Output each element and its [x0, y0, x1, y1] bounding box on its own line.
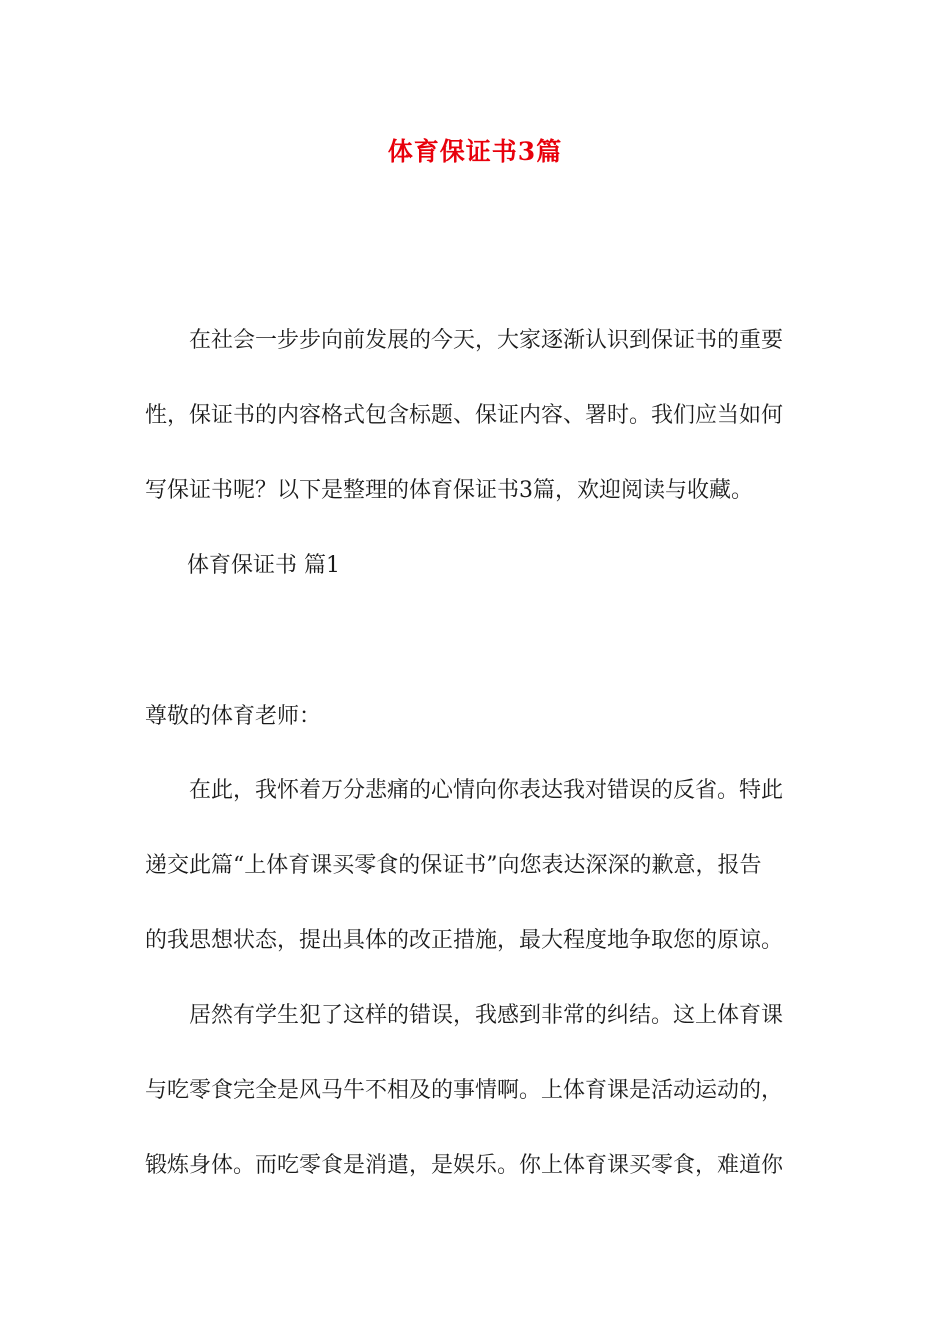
body-line: 居然有学生犯了这样的错误，我感到非常的纠结。这上体育课 — [189, 1003, 784, 1028]
body-line: 与吃零食完全是风马牛不相及的事情啊。上体育课是活动运动的， — [145, 1078, 784, 1103]
intro-line: 在社会一步步向前发展的今天，大家逐渐认识到保证书的重要 — [189, 328, 784, 353]
body-line: 在此，我怀着万分悲痛的心情向你表达我对错误的反省。特此 — [189, 778, 784, 803]
page-title: 体育保证书3篇 — [387, 137, 563, 166]
body-line: 递交此篇“上体育课买零食的保证书”向您表达深深的歉意，报告 — [145, 853, 762, 878]
salutation: 尊敬的体育老师： — [145, 704, 322, 729]
intro-line: 写保证书呢？以下是整理的体育保证书3篇，欢迎阅读与收藏。 — [145, 478, 753, 503]
section-heading: 体育保证书 篇1 — [187, 553, 340, 578]
intro-line: 性，保证书的内容格式包含标题、保证内容、署时。我们应当如何 — [145, 403, 784, 428]
body-line: 的我思想状态，提出具体的改正措施，最大程度地争取您的原谅。 — [145, 928, 784, 953]
body-line: 锻炼身体。而吃零食是消遣，是娱乐。你上体育课买零食，难道你 — [145, 1153, 784, 1178]
